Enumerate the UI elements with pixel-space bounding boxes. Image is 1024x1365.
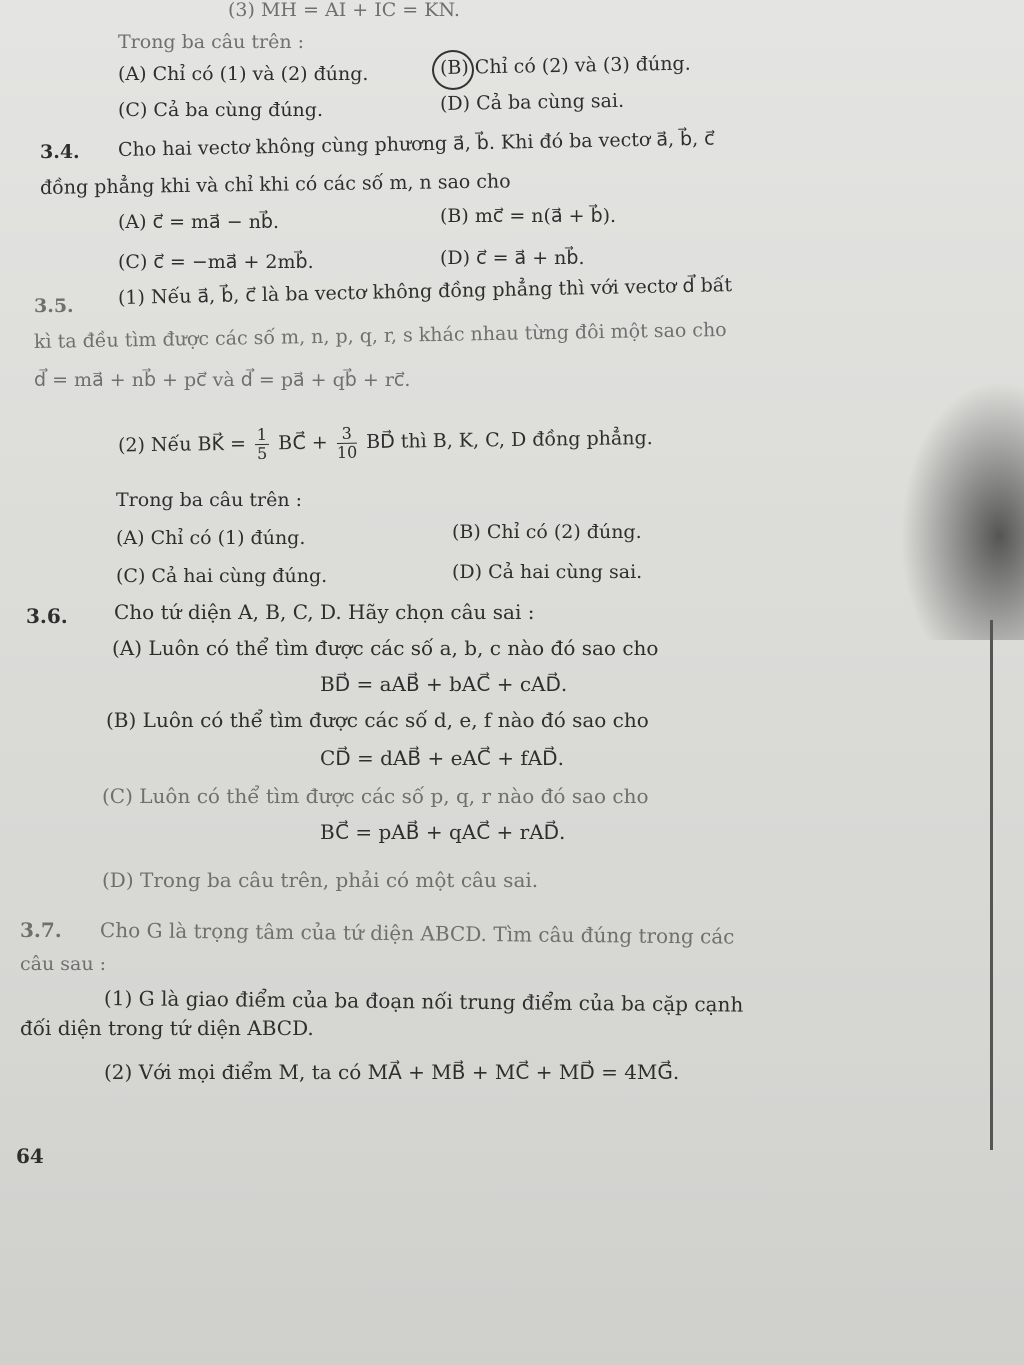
q37-stmt-1b: đối diện trong tứ diện ABCD. — [20, 1016, 314, 1040]
circle-mark — [432, 50, 474, 90]
frac-num: 1 — [255, 426, 269, 445]
q35-stmt-2-mid: BC⃗ + — [278, 431, 328, 455]
shadow — [900, 380, 1024, 640]
q36-stem: Cho tứ diện A, B, C, D. Hãy chọn câu sai : — [114, 600, 535, 624]
q36-option-b: (B) Luôn có thể tìm được các số d, e, f nào đó sao cho — [106, 708, 649, 732]
q36-option-d: (D) Trong ba câu trên, phải có một câu sai. — [102, 868, 539, 892]
q34-number: 3.4. — [40, 141, 80, 163]
q35-option-c: (C) Cả hai cùng đúng. — [116, 565, 328, 587]
option-a: (A) Chỉ có (1) và (2) đúng. — [118, 63, 369, 85]
q34-option-b: (B) mc⃗ = n(a⃗ + b⃗). — [440, 205, 617, 227]
q34-option-d: (D) c⃗ = a⃗ + nb⃗. — [440, 247, 585, 269]
q37-stmt-1: (1) G là giao điểm của ba đoạn nối trung điểm của ba cặp cạnh — [103, 986, 744, 1017]
prev-item-3: (3) MH = AI + IC = KN. — [228, 0, 460, 21]
q34-option-c: (C) c⃗ = −ma⃗ + 2mb⃗. — [118, 251, 314, 273]
fraction-three-tenths — [337, 425, 358, 462]
q35-stmt-2 — [118, 421, 653, 465]
option-b: (B) Chỉ có (2) và (3) đúng. — [439, 52, 691, 79]
frac-num: 3 — [337, 425, 358, 444]
q36-option-c: (C) Luôn có thể tìm được các số p, q, r nào đó sao cho — [102, 784, 649, 808]
q36-formula-c: BC⃗ = pAB⃗ + qAC⃗ + rAD⃗. — [320, 820, 566, 844]
q35-option-b: (B) Chỉ có (2) đúng. — [452, 521, 642, 543]
q37-stem: Cho G là trọng tâm của tứ diện ABCD. Tìm câu đúng trong các — [99, 918, 735, 949]
q35-number: 3.5. — [34, 295, 74, 317]
q36-number: 3.6. — [26, 604, 68, 628]
q34-option-a: (A) c⃗ = ma⃗ − nb⃗. — [118, 211, 280, 233]
q37-stmt-2: (2) Với mọi điểm M, ta có MA⃗ + MB⃗ + MC⃗ + MD⃗ = 4MG⃗. — [104, 1060, 680, 1084]
q34-stem-2: đồng phẳng khi và chỉ khi có các số m, n sao cho — [39, 170, 511, 199]
q35-option-d: (D) Cả hai cùng sai. — [452, 561, 643, 583]
q34-stem: Cho hai vectơ không cùng phương a⃗, b⃗. Khi đó ba vectơ a⃗, b⃗, c⃗ — [117, 127, 715, 161]
page-number: 64 — [16, 1144, 44, 1168]
q35-stmt-2-tail: BD⃗ thì B, K, C, D đồng phẳng. — [366, 427, 653, 454]
fraction-one-fifth — [255, 426, 270, 463]
option-c: (C) Cả ba cùng đúng. — [118, 99, 323, 121]
prompt: Trong ba câu trên : — [118, 31, 305, 53]
q35-stmt-1c: d⃗ = ma⃗ + nb⃗ + pc⃗ và d⃗ = pa⃗ + qb⃗ + rc⃗. — [34, 369, 411, 391]
q36-formula-a: BD⃗ = aAB⃗ + bAC⃗ + cAD⃗. — [320, 672, 568, 696]
q35-stmt-1: (1) Nếu a⃗, b⃗, c⃗ là ba vectơ không đồng phẳng thì với vectơ d⃗ bất — [117, 274, 733, 309]
q37-stem-2: câu sau : — [20, 953, 107, 975]
option-d: (D) Cả ba cùng sai. — [439, 89, 625, 115]
q37-number: 3.7. — [20, 918, 62, 942]
q35-option-a: (A) Chỉ có (1) đúng. — [116, 527, 306, 549]
q35-prompt: Trong ba câu trên : — [116, 489, 303, 511]
frac-den: 5 — [256, 443, 268, 464]
q36-formula-b: CD⃗ = dAB⃗ + eAC⃗ + fAD⃗. — [320, 746, 564, 770]
frac-den: 10 — [336, 442, 358, 462]
q35-stmt-2-lead: (2) Nếu BK⃗ = — [117, 432, 247, 457]
margin-line — [990, 620, 993, 1150]
q36-option-a: (A) Luôn có thể tìm được các số a, b, c nào đó sao cho — [112, 636, 659, 660]
q35-stmt-1b: kì ta đều tìm được các số m, n, p, q, r, s khác nhau từng đôi một sao cho — [33, 318, 727, 353]
